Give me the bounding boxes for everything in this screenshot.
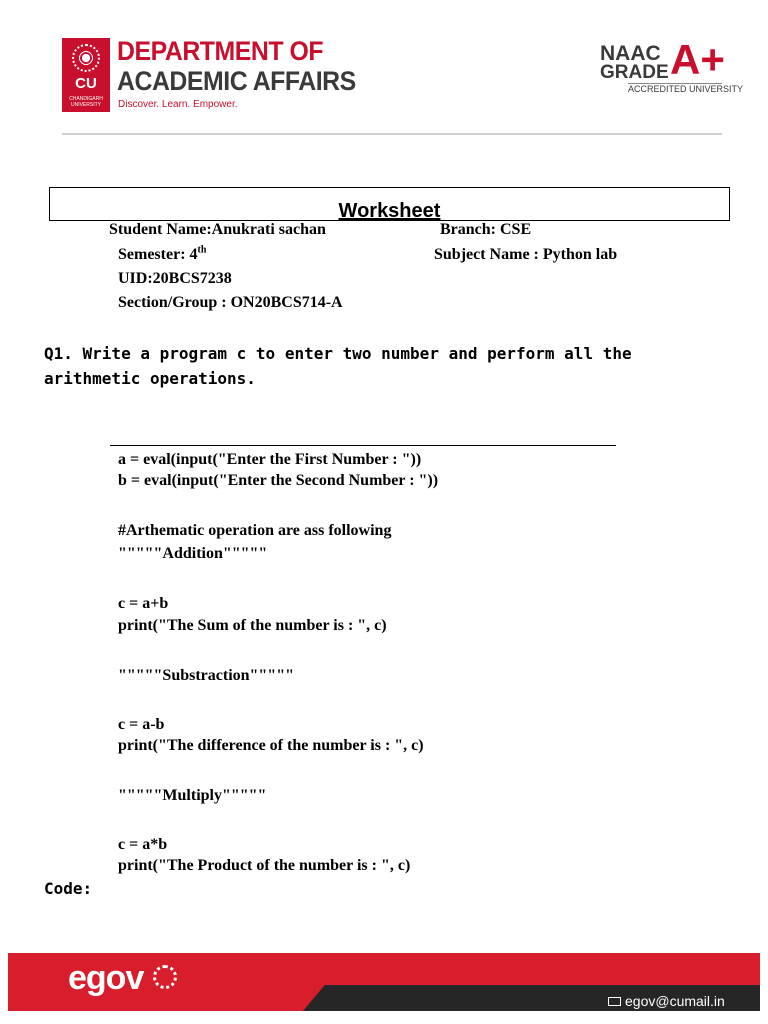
code-line: c = a-b <box>118 716 165 733</box>
university-logo <box>62 38 110 112</box>
code-label: Code: <box>44 879 93 898</box>
code-line: """""Multiply""""" <box>118 787 267 804</box>
section-group: Section/Group : ON20BCS714-A <box>118 294 343 311</box>
code-line: #Arthematic operation are ass following <box>118 522 392 539</box>
semester-superscript: th <box>197 244 207 256</box>
code-line: b = eval(input("Enter the Second Number : ")) <box>118 472 439 489</box>
code-line: print("The difference of the number is : ", c) <box>118 737 424 754</box>
student-name: Student Name:Anukrati sachan <box>109 221 326 238</box>
code-line: """""Substraction""""" <box>118 667 294 684</box>
department-title-line2: ACADEMIC AFFAIRS <box>117 66 356 96</box>
logo-text: CU <box>75 75 97 92</box>
semester <box>118 246 206 264</box>
code-line: print("The Product of the number is : ", c) <box>118 857 411 874</box>
grade-label: GRADE <box>600 62 669 83</box>
document-header <box>0 0 760 136</box>
accredited-label: ACCREDITED UNIVERSITY <box>628 84 744 94</box>
egov-logo: egov <box>68 959 144 997</box>
naac-label: NAAC <box>600 42 661 65</box>
question-1 <box>44 341 724 391</box>
code-line: """""Addition""""" <box>118 545 268 562</box>
code-line: a = eval(input("Enter the First Number : ")) <box>118 451 422 468</box>
logo-wheel-icon <box>72 44 100 72</box>
department-title-line1: DEPARTMENT OF <box>117 36 324 66</box>
footer-email: egov@cumail.in <box>625 993 725 1009</box>
subject-name: Subject Name : Python lab <box>434 246 618 263</box>
worksheet-title: Worksheet <box>338 200 441 221</box>
question-text: . Write a program c to enter two number and perform all the arithmetic operations. <box>44 344 632 388</box>
code-divider <box>110 445 616 446</box>
grade-value: A+ <box>670 36 725 83</box>
code-line: c = a*b <box>118 836 168 853</box>
egov-wheel-icon <box>153 965 177 989</box>
worksheet-title-box <box>49 187 730 221</box>
uid: UID:20BCS7238 <box>118 270 232 287</box>
logo-subtext: CHANDIGARH UNIVERSITY <box>69 96 103 108</box>
question-number: Q1 <box>44 344 64 363</box>
header-divider <box>62 133 722 135</box>
tagline: Discover. Learn. Empower. <box>118 99 238 110</box>
mail-icon <box>608 997 621 1006</box>
branch: Branch: CSE <box>440 221 532 238</box>
code-line: print("The Sum of the number is : ", c) <box>118 617 387 634</box>
semester-text: Semester: 4 <box>118 246 198 263</box>
code-line: c = a+b <box>118 595 169 612</box>
